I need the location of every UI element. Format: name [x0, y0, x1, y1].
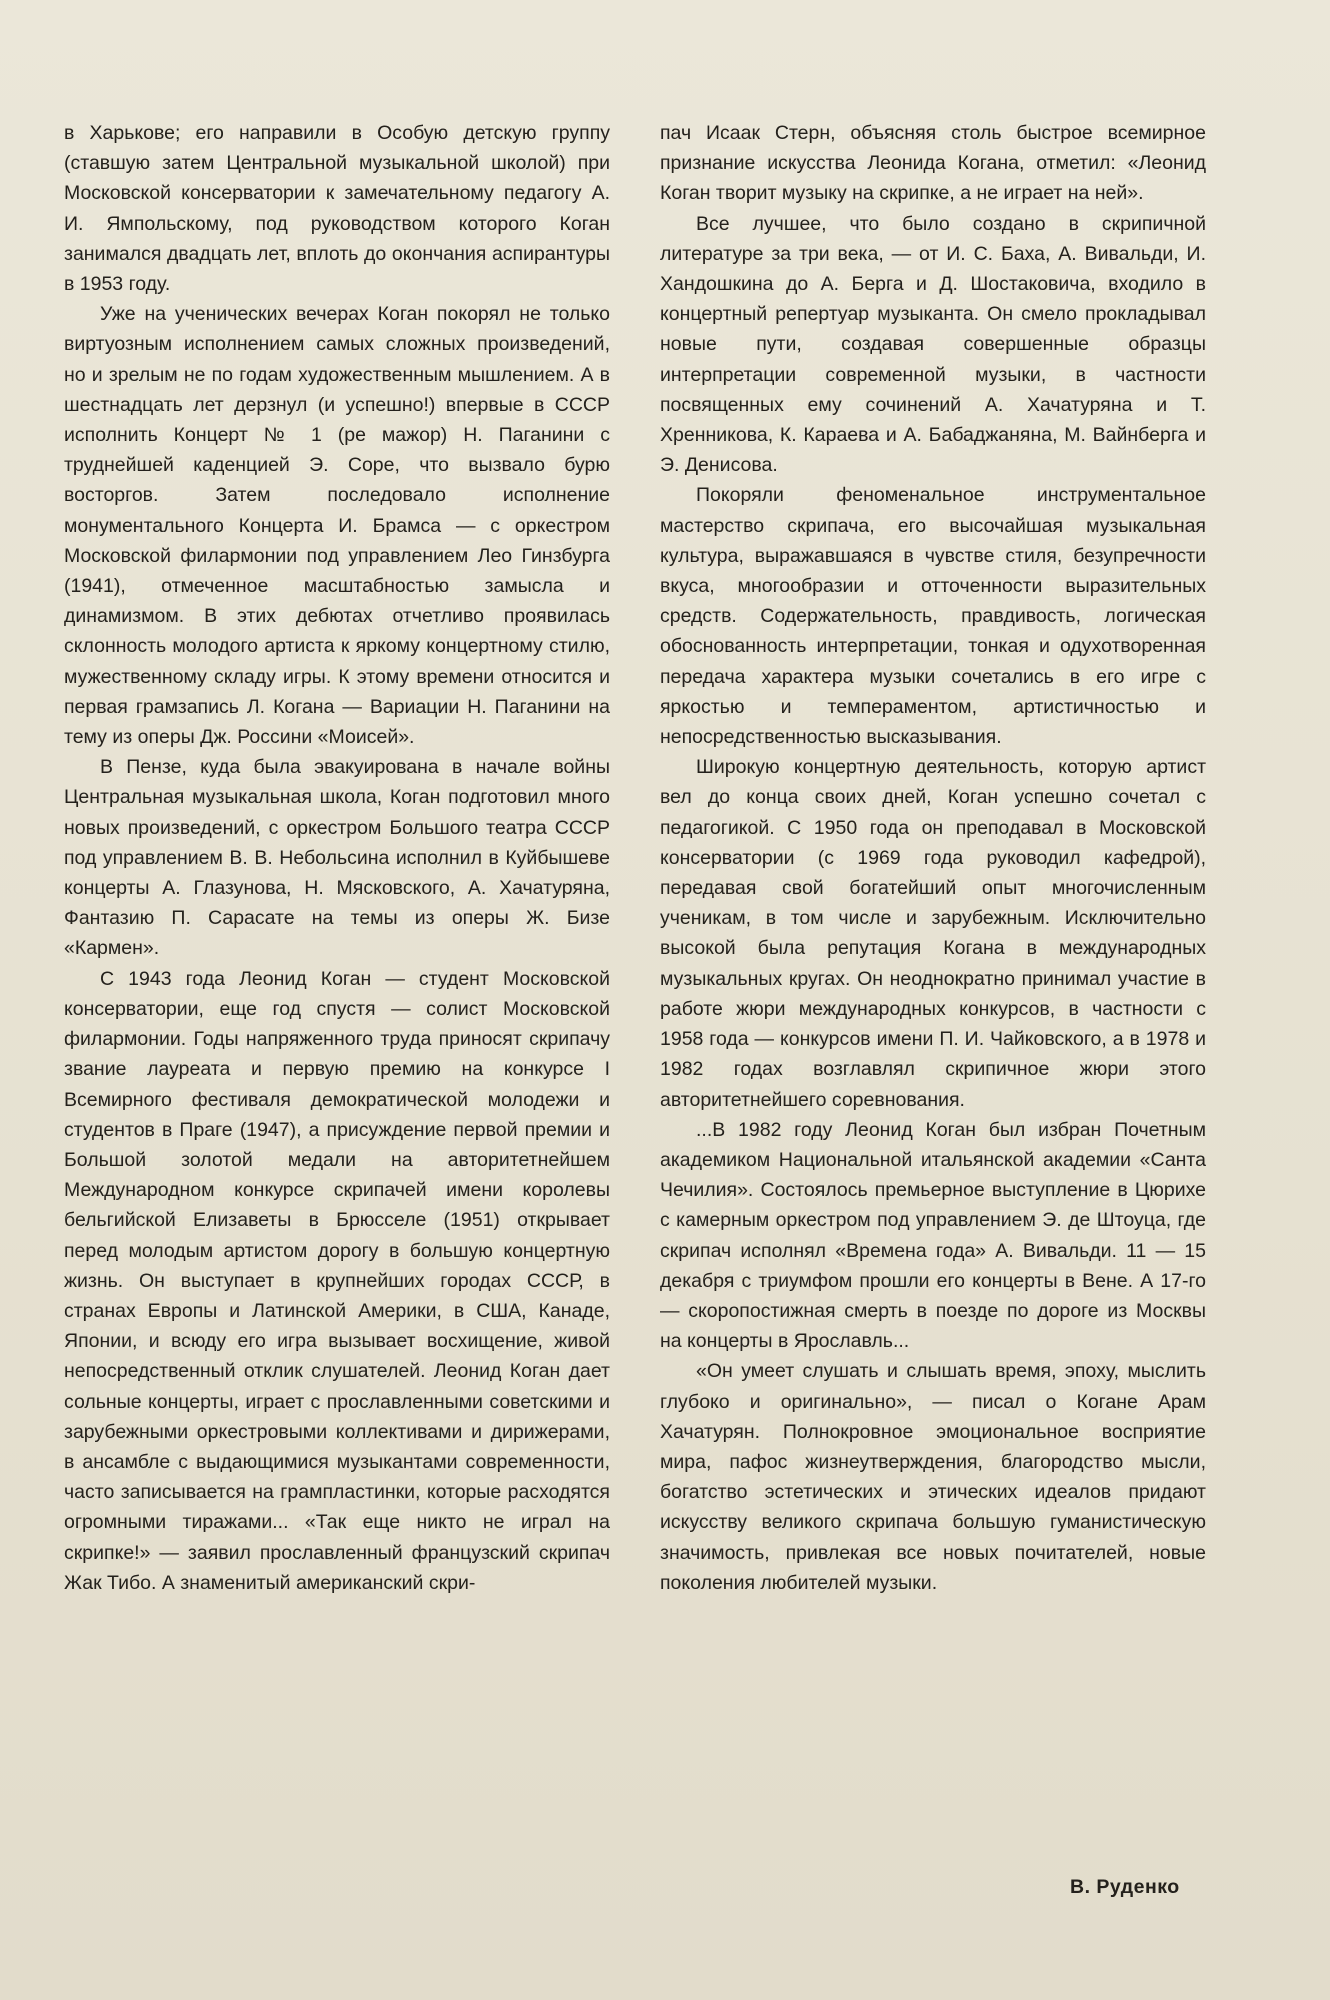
paragraph: Широкую концертную деятельность, которую артист вел до конца своих дней, Коган успешно сочетал с педагогикой. С 1950 года он преподавал в Московской консерватории (с 1969 года руководил кафедрой), передавая свой богатейший опыт многочисленным ученикам, в том числе и зарубежным. Исключительно высокой была репутация Когана в международных музыкальных кругах. Он неоднократно принимал участие в работе жюри международных конкурсов, в частности с 1958 года — конкурсов имени П. И. Чайковского, а в 1978 и 1982 годах возглавлял скрипичное жюри этого авторитетнейшего соревнования. — [660, 756, 1206, 1111]
paragraph: в Харькове; его направили в Особую детскую группу (ставшую затем Центральной музыкальной школой) при Московской консерватории к замечательному педагогу А. И. Ямпольскому, под руководством которого Коган занимался двадцать лет, вплоть до окончания аспирантуры в 1953 году. — [64, 122, 610, 296]
author-signature: В. Руденко — [1070, 1876, 1180, 1898]
left-column — [64, 118, 610, 1598]
paragraph: Покоряли феноменальное инструментальное мастерство скрипача, его высочайшая музыкальная культура, выражавшаяся в чувстве стиля, безупречности вкуса, многообразии и отточенности выразительных средств. Содержательность, правдивость, логическая обоснованность интерпретации, тонкая и одухотворенная передача характера музыки сочетались в его игре с яркостью и темпераментом, артистичностью и непосредственностью высказывания. — [660, 484, 1206, 749]
paragraph: Уже на ученических вечерах Коган покорял не только виртуозным исполнением самых сложных произведений, но и зрелым не по годам художественным мышлением. А в шестнадцать лет дерзнул (и успешно!) впервые в СССР исполнить Концерт № 1 (ре мажор) Н. Паганини с труднейшей каденцией Э. Соре, что вызвало бурю восторгов. Затем последовало исполнение монументального Концерта И. Брамса — с оркестром Московской филармонии под управлением Лео Гинзбурга (1941), отмеченное масштабностью замысла и динамизмом. В этих дебютах отчетливо проявилась склонность молодого артиста к яркому концертному стилю, мужественному складу игры. К этому времени относится и первая грамзапись Л. Когана — Вариации Н. Паганини на тему из оперы Дж. Россини «Моисей». — [64, 303, 610, 749]
paragraph: С 1943 года Леонид Коган — студент Московской консерватории, еще год спустя — солист Московской филармонии. Годы напряженного труда приносят скрипачу звание лауреата и первую премию на конкурсе I Всемирного фестиваля демократической молодежи и студентов в Праге (1947), а присуждение первой премии и Большой золотой медали на авторитетнейшем Международном конкурсе скрипачей имени королевы бельгийской Елизаветы в Брюсселе (1951) открывает перед молодым артистом дорогу в большую концертную жизнь. Он выступает в крупнейших городах СССР, в странах Европы и Латинской Америки, в США, Канаде, Японии, и всюду его игра вызывает восхищение, живой непосредственный отклик слушателей. Леонид Коган дает сольные концерты, играет с прославленными советскими и зарубежными оркестровыми коллективами и дирижерами, в ансамбле с выдающимися музыкантами современности, часто записывается на грампластинки, которые расходятся огромными тиражами... «Так еще никто не играл на скрипке!» — заявил прославленный французский скрипач Жак Тибо. А знаменитый американский скри- — [64, 967, 610, 1594]
paragraph: пач Исаак Стерн, объясняя столь быстрое всемирное признание искусства Леонида Когана, отметил: «Леонид Коган творит музыку на скрипке, а не играет на ней». — [660, 122, 1206, 205]
paragraph: «Он умеет слушать и слышать время, эпоху, мыслить глубоко и оригинально», — писал о Когане Арам Хачатурян. Полнокровное эмоциональное восприятие мира, пафос жизнеутверждения, благородство мысли, богатство эстетических и этических идеалов придают искусству великого скрипача большую гуманистическую значимость, привлекая все новых почитателей, новые поколения любителей музыки. — [660, 1360, 1206, 1594]
paragraph: В Пензе, куда была эвакуирована в начале войны Центральная музыкальная школа, Коган подготовил много новых произведений, с оркестром Большого театра СССР под управлением В. В. Небольсина исполнил в Куйбышеве концерты А. Глазунова, Н. Мясковского, А. Хачатуряна, Фантазию П. Сарасате на темы из оперы Ж. Бизе «Кармен». — [64, 756, 610, 960]
paragraph: Все лучшее, что было создано в скрипичной литературе за три века, — от И. С. Баха, А. Вивальди, И. Хандошкина до А. Берга и Д. Шостаковича, входило в концертный репертуар музыканта. Он смело прокладывал новые пути, создавая совершенные образцы интерпретации современной музыки, в частности посвященных ему сочинений А. Хачатуряна и Т. Хренникова, К. Караева и А. Бабаджаняна, М. Вайнберга и Э. Денисова. — [660, 212, 1206, 477]
paragraph: ...В 1982 году Леонид Коган был избран Почетным академиком Национальной итальянской академии «Санта Чечилия». Состоялось премьерное выступление в Цюрихе с камерным оркестром под управлением Э. де Штоуца, где скрипач исполнял «Времена года» А. Вивальди. 11 — 15 декабря с триумфом прошли его концерты в Вене. А 17-го — скоропостижная смерть в поезде по дороге из Москвы на концерты в Ярославль... — [660, 1118, 1206, 1353]
right-column — [660, 118, 1206, 1598]
